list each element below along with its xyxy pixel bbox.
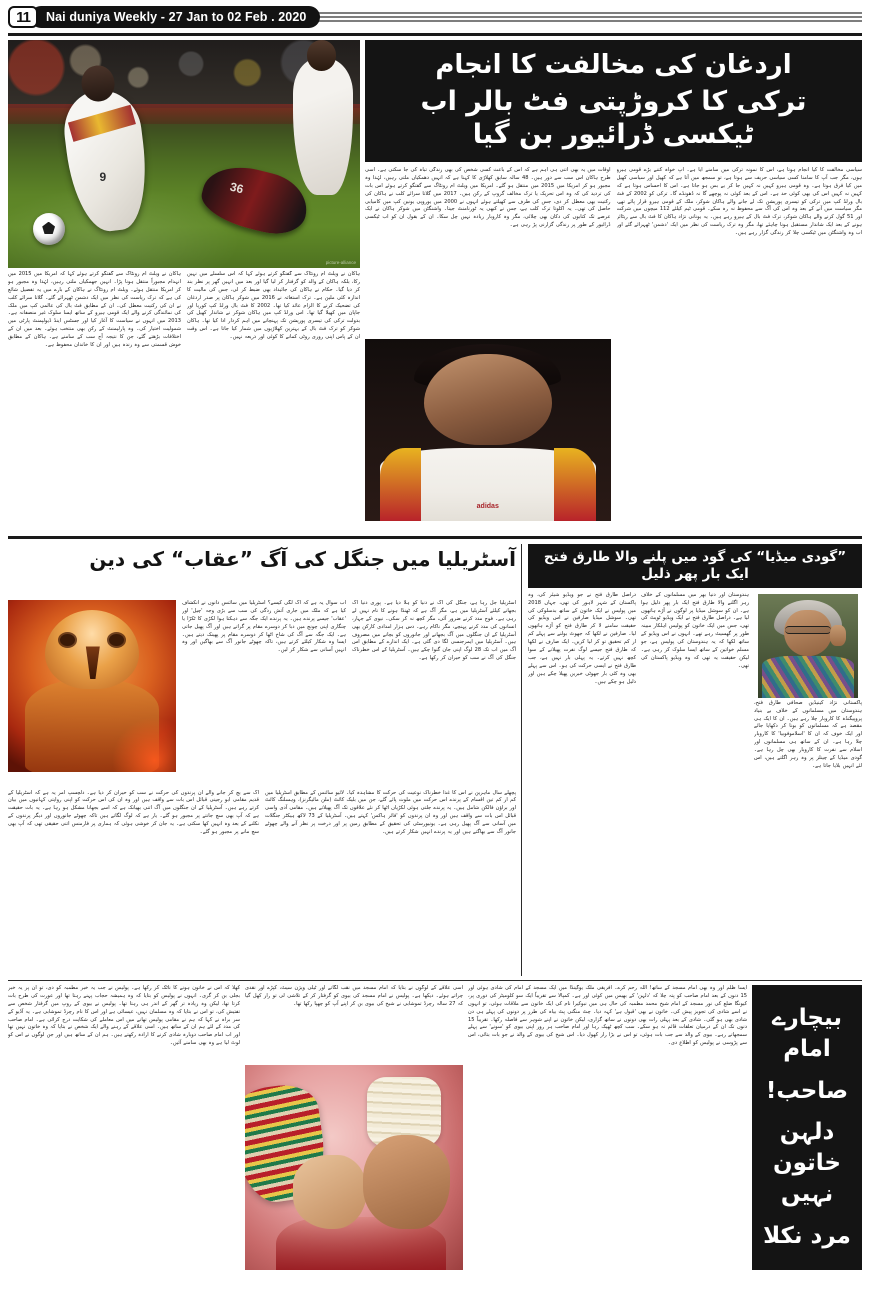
football-action-photo	[8, 40, 360, 268]
top-story-column-4: ہاکان نے ویلٹ ام زونٹاگ سے گفتگو کرتے ہوئے کہا کہ امریکا میں 2015 میں انہدام مجبوراً منتقل ہونا پڑا۔ انہیں جھمکیاں ملتی رہیں، لہٰذا وہ مجبور ہو کر امریکا منتقل ہوئے۔ ویلٹ ام زونٹاگ نے ہاکان کے بارے میں یہ تفصیل شائع کی ہے کہ ترک ریاست کی نظر میں ایک دشمن ٹھہرائے گئے۔ گلاتا سرائے کلب نے ان کی رکنیت معطل کی۔ ان کے مطابق فٹ بال کی عالمی کپ میں ملک کی نمائندگی کرنے والے ایک قومی ہیرو کے ساتھ ایسا سلوک غیر منصفانہ ہے۔ 2013 میں انہوں نے سیاست کا آغاز کیا اور جسٹس اینڈ ڈیولپمنٹ پارٹی میں شمولیت اختیار کی۔ وہ پارلیمنٹ کے رکن بھی منتخب ہوئے۔ بعد میں ان کے اختلافات بڑھتے گئے، جن کا نتیجہ آج سب کے سامنے ہے۔ ہاکان کے مطابق خوش قسمتی سے وہ زندہ ہیں اور ان کا خاندان محفوظ ہے۔	[8, 271, 181, 349]
main-headline-line-1: اردغان کی مخالفت کا انجام	[435, 49, 792, 80]
jersey-number-red: 36	[228, 179, 245, 197]
soccer-ball	[33, 213, 65, 245]
page-number-badge: 11	[8, 6, 38, 28]
masthead-decorative-lines	[310, 10, 862, 24]
eagle-body-row	[8, 596, 516, 787]
imam-headline-line-2: صاحب!	[765, 1077, 849, 1104]
tarek-column-1-text: پاکستانی نژاد کینیڈین صحافی طارق فتح، ہندوستان میں مسلمانوں کے خلاف بے بنیاد پروپیگنڈہ کا کاروبار چلا رہے ہیں۔ ان کا ایک ہی مقصد ہے کہ مسلمانوں کو بونا کر دکھایا جائے اور ایک خوف کہ ان کا 'اسلاموفوبیا' کا کاروبار چلا رہا ہے۔ ان کے ساتھ ہی مسلمانوں اور اسلام سے نفرت کا کاروبار بھی چل رہا ہے۔ گودی میڈیا کے چینلز پر وہ زہر اگلتے ہیں، اس لئے انہیں بلایا جاتا ہے۔	[754, 699, 862, 769]
eagle-headline-row	[8, 544, 516, 596]
fire-glow	[112, 717, 176, 772]
imam-story	[8, 985, 862, 1270]
eagle-column-2: اب سوال یہ ہے کہ آگ لگی کیسے؟ آسٹریلیا میں سائنس دانوں نے انکشاف کیا ہے کہ ملک میں جاری آتش زدگی کی سب سے بڑی وجہ 'چیل' اور 'عقاب' جیسے پرندے ہیں۔ یہ پرندے ایک جگہ سے دہکتا ہوا لکڑی کا ٹکڑا یا چنگاری اپنی چونچ میں دبا کر دوسرے مقام پر گراتے ہیں اور آگ پھیل جاتی ہے۔ ایک جگہ سے آگ کی شاخ اٹھا کر دوسرے مقام پر پھینک دیتے ہیں۔ ایسا وہ شکار کیلئے کرتے ہیں، تاکہ چھوٹے جانور آگ سے بھاگیں اور وہ انہیں آسانی سے شکار کر لیں۔	[182, 600, 346, 654]
top-story-right	[365, 40, 862, 532]
eagle-photo	[8, 600, 176, 772]
imam-column-3: اسی علاقے کے لوگوں نے بتایا کہ امام مسجد میں نقب لگاتے اور ٹیلی ویژن سیٹ، کپڑے اور نقدی چراتے ہوئے۔ دیکھا ہے۔ پولیس نے امام مسجد کی بیوی کو گرفتار کر کے تلاشی لی تو راز کھل گیا کہ 27 سالہ رچرڈ تموشابی نے شیخ کی بیوی بن کر اپنے آپ کو چھپا رکھا تھا۔	[245, 985, 463, 1007]
tarek-hand	[830, 625, 846, 646]
tarek-column-3: دراصل طارق فتح نے جو ویڈیو شیئر کی، وہ پاکستان کے شہر لاہور کی تھی، جہاں 2018 میں پولیس نے ایک خاتون کے ساتھ بدسلوکی کی تھی۔ سوشل میڈیا صارفین نے اس ویڈیو کی حقیقت سامنے لا کر طارق فتح کو آڑے ہاتھوں لیا۔ صارفین نے لکھا کہ جھوٹ بولنے سے پہلے کم از کم تحقیق تو کر لیا کریں۔ ایک صارف نے لکھا کہ طارق فتح جیسے لوگ نفرت پھیلانے کے سوا کچھ نہیں کرتے۔ یہ پہلی بار نہیں ہے، جب طارق فتح نے ایسی حرکت کی ہو۔ اس سے پہلے بھی وہ کئی بار جھوٹی خبریں پھیلا چکے ہیں اور ذلیل ہو چکے ہیں۔	[528, 591, 636, 685]
bottom-divider	[8, 980, 862, 981]
photo-credit: picture-alliance	[325, 260, 356, 265]
bride-hand	[293, 1155, 367, 1229]
tarek-shirt	[762, 656, 854, 698]
tarek-headline: ”گودی میڈیا“ کی گود میں پلنے والا طارق فتح ایک بار پھر ذلیل	[528, 544, 862, 588]
top-story-left	[8, 40, 360, 532]
middle-section	[8, 544, 862, 976]
main-headline	[365, 40, 862, 162]
masthead-title: Nai duniya Weekly - 27 Jan to 02 Feb . 2020	[30, 6, 320, 28]
top-story-columns	[365, 162, 862, 532]
player-red-kit	[196, 158, 313, 241]
imam-headline-line-4: مرد نکلا	[763, 1222, 851, 1249]
groom-hand	[363, 1135, 450, 1229]
imam-column-2: کھلا کہ اس نے خاتون ہونے کا ناٹک کر رکھا ہے۔ پولیس نے جب یہ خبر مطمبہ کو دی، تو ان پر یہ خبر بجلی بن کر گری۔ انہوں نے پولیس کو بتایا کہ وہ ہمیشہ حجاب پہنے رہتا تھا اور عورت کی طرح بات کرتا تھا، لیکن وہ زیادہ تر گھر کے اندر ہی رہتا تھا۔ پولیس نے بیوی کے روپ میں گرفتار شخص سے تفتیش کی، تو اس نے بتایا کہ وہ مسلمان نہیں، عیسائی ہے اور اس کا نام رچرڈ تموشابی ہے۔ یہ آڈیو کے سر براہ نے کہا کہ ہم نے مقامی پولیس تھانے میں اس معاملے کی شکایت درج کرائی ہے۔ امام صاحب کی مدد کے لئے ہم ان کے ساتھ ہیں۔ اسی علاقے کے رہنے والے ایک شخص نے بتایا کہ وہ خاتون نہیں تھا اور اب امام صاحب دوبارہ شادی کرنے کا ارادہ رکھتے ہیں۔ ہم ان کے ساتھ ہیں اور جن لوگوں نے اس کو لوٹ لیا ہے وہ بھی سامنے آئیں۔	[8, 985, 240, 1047]
eagle-headline: آسٹریلیا میں جنگل کی آگ ”عقاب“ کی دین	[89, 547, 516, 571]
main-headline-line-2: ترکی کا کروڑپتی فٹ بالر اب ٹیکسی ڈرائیور بن گیا	[420, 86, 807, 151]
tarek-body	[528, 588, 862, 976]
masthead	[8, 6, 862, 28]
imam-middle-column	[245, 985, 463, 1270]
jersey-stripe-right	[554, 448, 596, 521]
imam-headline-line-3: دلہن خاتون نہیں	[773, 1118, 841, 1208]
eagle-lower-columns	[8, 787, 516, 977]
tarek-column-2: ہندوستان اور دنیا بھر میں مسلمانوں کے خلاف زہر اگلنے والا طارق فتح ایک بار پھر ذلیل ہوا ہے۔ ان کو سوشل میڈیا پر لوگوں نے آڑے ہاتھوں لیا ہے۔ دراصل طارق فتح نے ایک ویڈیو ٹویٹ کی تھی، جس میں ایک خاتون کو پولیس اہلکار مبینہ طور پر گھسیٹ رہے تھے۔ انہوں نے اس ویڈیو کے ساتھ لکھا کہ یہ ہندوستان کی پولیس ہے، جو مسلم خواتین کے ساتھ ایسا سلوک کر رہی ہے۔ لیکن حقیقت یہ تھی کہ وہ ویڈیو پاکستان کی تھی۔	[641, 591, 749, 669]
eagle-column-1: آسٹریلیا جل رہا ہے، جنگل کی آگ نے دنیا کو ہلا دیا ہے۔ پوری دنیا آگ بجھانے کیلئے آسٹریلیا میں ہے، مگر آگ ہے کہ ٹھنڈا ہونے کا نام نہیں لے رہی ہے۔ فوج مدد کرنے ضرور آئی، مگر کچھ نہ کر سکی۔ نیوی کے جہاز، انسانوں کی مدد کرنے پہنچے، مگر ناکام رہے۔ دس ہزار امدادی کارکن بھی آسٹریلیا کے ان جنگلوں میں آگ بجھانے اور جانوروں کو بچانے میں مصروف ہیں۔ آسٹریلیا میں ایمرجنسی لگا دی گئی ہے۔ ایک اندازے کے مطابق اس آگ میں اب تک 28 لوگ اپنی جان گنوا چکے ہیں۔ آسٹریلیا کے اس خطرناک جنگل کی آگ نے سب کو حیران کر رکھا ہے۔	[352, 600, 516, 662]
jersey-stripe-left	[380, 448, 422, 521]
imam-column-1: ایسا ظلم اور وہ بھی امام مسجد کے ساتھ! اللہ رحم کرے۔ افریقی ملک یوگینڈا میں ایک مسجد کے امام کی شادی ہوئی اور 15 دنوں کے بعد امام صاحب کو پتہ چلا کہ 'دلہن' کے بھیس میں کوئی اور ہے۔ کمپالا سے تقریباً ایک سو کلومیٹر کی دوری پر، کیونگا ضلع کی نور مسجد کے امام شیخ محمد مطمبہ کی حال ہی میں نبوکیرا نام کی ایک خاتون سے ملاقات ہوئی، تو انہوں نے اسے شادی کی تجویز پیش کی۔ خاتون نے بھی 'قبول ہے' کہہ دیا۔ چٹ منگنی پٹ بیاہ کی طرز پر دونوں کی پہلے ہی دن شادی بھی ہو گئی۔ شادی کے بعد پہلی رات بھی دونوں نے ساتھ گزاری، لیکن خاتون نے اپنے شوہر سے فاصلہ رکھا۔ تقریباً 15 دنوں تک ان کے درمیان تعلقات قائم نہ ہو سکے۔ سب کچھ ٹھیک رہا اور امام صاحب ہر روز اپنی بیوی کو 'سونے' سے پہلے سمجھاتے رہے۔ بیوی کے والد سے جب بات ہوئی، تو اس نے بڑا راز کھول دیا۔ اس شیخ کی بیوی کے والد نے جو بات بتائی، اس سے پڑوسی نے پولیس کو اطلاع دی۔	[468, 985, 747, 1047]
footballer-portrait-photo	[365, 339, 611, 521]
imam-headline-line-1: بیچارے امام	[772, 1005, 842, 1063]
tarek-column-1	[754, 592, 862, 976]
tarek-portrait-photo	[758, 594, 858, 698]
eagle-column-4: آگ سے بچ کر جانے والے ان پرندوں کی حرکت نے سب کو حیران کر دیا ہے۔ دلچسپ امر یہ ہے کہ آسٹریلیا کے قدیم مقامی ابو رجینی قبائل اس بات سے واقف ہیں اور وہ ان کی اس حرکت کو اپنی روایتی کہانیوں میں بیان کرتے رہے ہیں۔ آسٹریلیا کے ان جنگلوں میں آگ اتنی بھیانک ہے کہ اسے بجھانا مشکل ہو رہا ہے۔ یہ بات حقیقت ہے کہ آپ بھی سچ جانتے پر مجبور ہو گئے۔ یار ہے کہ لوگ لگاتے ہیں تاکہ چھوٹے جانوروں اور دیگر پرندوں کے نکلنے کے بعد وہ انہیں کھا سکتی ہے۔ یہ جان کر خوشی ہوئی کہ ہماری پر فارمنس اتنی حقیقی تھی کہ آپ بھی سچ مانے پر مجبور ہو گئے۔	[8, 789, 259, 835]
player-background	[293, 58, 353, 195]
tarek-story	[521, 544, 862, 976]
mid-divider	[8, 536, 862, 539]
eagle-story	[8, 544, 516, 976]
eagle-top-columns	[182, 600, 516, 787]
portrait-face	[424, 354, 552, 445]
top-story-column-2: اوقات میں یہ بھی اتنی ہی اہم ہے کہ اس کے باعث کسی شخص کی بھی زندگی تباہ کی جا سکتی ہے۔ اسی طرح ہاکان اس سب سے دور ہیں۔ 48 سالہ سابق کھلاڑی کا کہنا ہے کہ انہیں دھمکیاں ملتی رہیں، لہٰذا وہ مجبور ہو کر امریکا میں 2015 میں منتقل ہو گئے۔ امریکا میں ویلٹ ام زونٹاگ سے گفتگو کرتے ہوئے اس بات کی تردید کی کہ وہ اس تحریک یا ترک مخالف گروپ کے رکن ہیں۔ 2017 میں گلاتا سرائے کلب نے ہاکان کی رکنیت بھی معطل کر دی، جس کی طرف سے کھیلتے ہوئے انہوں نے 2000 میں یوروپی یونین کپ میں کامیابی حاصل کی تھی۔ یہ اکلوتا ترک کلب ہے، جس نے کبھی یہ ٹورنامنٹ جیتا۔ واشنگٹن میں شوکر ہاکان نے ایک عرصے تک کتابوں کی دکان بھی چلائی، مگر وہ کاروبار زیادہ نہیں چل سکا۔ ان کے بقول ان کو اب ٹیکسی ڈرائیور کے طور پر زندگی گزارنی پڑ رہی ہے۔	[365, 167, 611, 229]
imam-headline	[752, 985, 862, 1270]
wedding-hands-photo	[245, 1065, 463, 1270]
top-story-column-3: ہاکان نے ویلٹ ام زونٹاگ سے گفتگو کرتے ہوئے کہا کہ اس سلسلے میں نہیں رکا، بلکہ ہاکان کے والد کو گرفتار کر لیا گیا اور بعد میں انہیں گھر پر نظر بند کر دیا گیا۔ حکام نے ہاکان کی جائیداد بھی ضبط کر لی، جس کی مالیت کا اندازہ کئی ملین ہے۔ ترک استغاثہ نے 2016 میں شوکر ہاکان پر صدر اردغان کی تضحیک کرنے کا الزام عائد کیا تھا۔ 2002 کا فٹ بال ورلڈ کپ کوریا اور جاپان میں کھیلا گیا تھا۔ اس ورلڈ کپ میں ہاکان شوکر نے شاندار کھیل کی بدولت ترکی کی تیسری پوزیشن تک پہنچانے میں اہم کردار ادا کیا تھا۔ ہاکان شوکر کو ترک فٹ بال کے بہترین کھلاڑیوں میں شمار کیا جاتا ہے۔ اس وقت ان کے پاس اپنی روزی روٹی کمانے کا کوئی اور ذریعہ نہیں۔	[187, 271, 360, 341]
top-story-column-2-wrap	[365, 167, 611, 532]
top-story-column-1: سیاسی مخالفت کا کیا انجام ہوتا ہے، اس کا نمونہ ترکی میں سامنے آیا ہے۔ آپ خواہ کتنے بڑے قومی ہیرو ہوں، مگر جب آپ کا سامنا کسی سیاسی حریف سے ہوتا ہے، تو سمجھ میں آتا ہے کہ کھیل اور سیاسی کھیل میں کیا فرق ہوتا ہے۔ وہ قومی ہیرو کہیں نہ کہیں جا کر بے بس ہو جاتا ہے۔ اس کا احساس ہوتا ہے کہ کہیں نہ کہیں اس کی بھی کوئی حد ہے۔ اس کے بعد کوئی نہ پوچھے گا نہ ڈھونڈے گا۔ ترکی کو 2002 کے فٹ بال ورلڈ کپ میں ترکی کو تیسری پوزیشن تک لے جانے والے ہاکان شوکر، ملک کے قومی ہیرو قرار پائے تھے، مگر سیاست میں آنے کے بعد وہ اس کی آگ سے محفوظ نہ رہ سکے۔ قومی ٹیم کیلئے 112 میچوں میں شرکت اور 51 گول کرنے والے ہاکان شوکر، ترک فٹ بال کے ہیرو رہے ہیں۔ یہ یونانی نژاد ہاکان کا فٹ بال سے ریٹائر ہونے کے بعد ایک شاندار مستقبل ہونا چاہئے تھا، مگر وہ ترک ریاست کی نظر میں ایک 'دشمن' ٹھہرائے گئے اور اب وہ واشنگٹن میں ٹیکسی چلا کر زندگی گزار رہے ہیں۔	[616, 167, 862, 237]
eagle-column-3: پچھلے سال ماہرین نے اس کا غذا خطرناک نوعیت کی حرکت کا مشاہدہ کیا۔ لائیو سائنس کے مطابق آسٹریلیا میں کم از کم تین اقسام کے پرندے اس حرکت میں ملوث پائے گئے، جن میں بلیک کائٹ (ملن مائیگرنز)، وہسلنگ کائٹ اور براؤن فالکن شامل ہیں۔ یہ پرندے جلتی ہوئی لکڑیاں اٹھا کر نئے علاقوں تک آگ پھیلاتے ہیں۔ مقامی آدی واسی قبائل اس بات سے واقف ہیں اور وہ ان پرندوں کو 'فائر ہاکس' کہتے ہیں۔ آسٹریلیا کے 73 لاکھ ہیکٹر جنگلات میں آسانی سے آگ پھیل رہی ہے۔ یونیورسٹی کی تحقیق کے مطابق زمین پر اور درخت پر نظر آنے والے چھوٹے جانور آگ سے بھاگتے ہیں اور یہ پرندے انہیں شکار کرتے ہیں۔	[265, 789, 516, 835]
tarek-glasses	[785, 626, 831, 634]
top-story-section	[8, 40, 862, 532]
imam-right-group	[468, 985, 862, 1270]
jersey-number-white: 9	[99, 169, 107, 184]
adidas-logo: adidas	[476, 503, 499, 511]
